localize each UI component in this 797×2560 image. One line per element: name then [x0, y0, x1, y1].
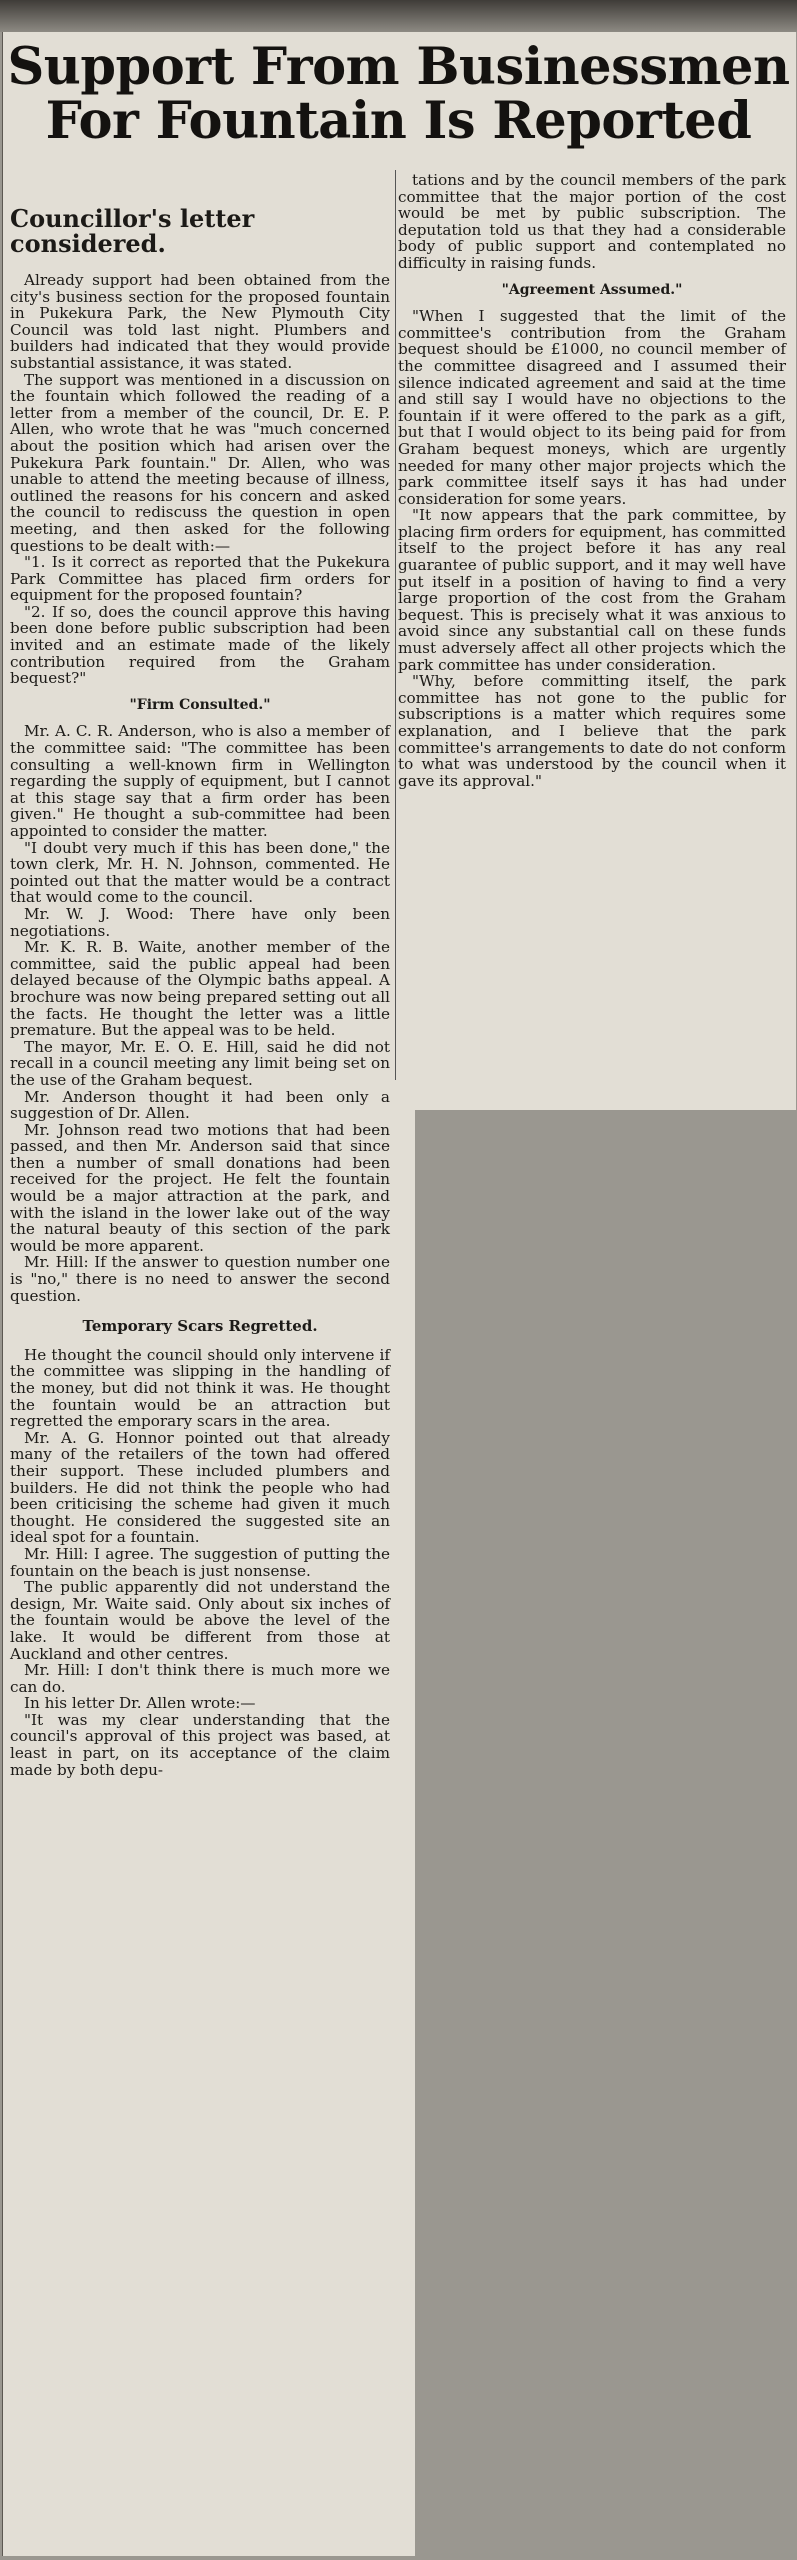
article-headline: Support From Businessmen For Fountain Is Reported — [7, 37, 790, 151]
paragraph: In his letter Dr. Allen wrote:— — [24, 1694, 256, 1713]
paragraph: He thought the council should only intervene if the committee was slipping in the handling of the money, but did not think it was. He thought the fountain would be an attraction but regretted the emporary scars in the area. — [10, 1345, 390, 1431]
paragraph: "I doubt very much if this has been done," the town clerk, Mr. H. N. Johnson, commented. He pointed out that the matter would be a contract that would come to the council. — [10, 838, 390, 907]
left-paragraphs-block-2 — [10, 723, 390, 1304]
paragraph: "It now appears that the park committee, by placing firm orders for equipment, has committed itself to the project before it has any real guarantee of public support, and it may well have put itself in a position of having to find a very large proportion of the cost from the Graham bequest. This is precisely what it was anxious to avoid since any substantial call on these funds must adversely affect all other projects which the park committee has under consideration. — [398, 506, 786, 674]
paragraph: Mr. Hill: I agree. The suggestion of putting the fountain on the beach is just nonsense. — [10, 1544, 390, 1580]
column-rule — [395, 170, 396, 1080]
paragraph: Mr. W. J. Wood: There have only been negotiations. — [10, 904, 390, 940]
article-subheadline: Councillor's letter considered. — [10, 204, 255, 258]
paragraph: Mr. Hill: I don't think there is much more we can do. — [10, 1661, 390, 1696]
paragraph: "Why, before committing itself, the park committee has not gone to the public for subscriptions is a matter which requires some explanation, and I believe that the park committee's arrangements to date do not conform to what was understood by the council when it gave its approval." — [398, 672, 786, 790]
paragraph: "2. If so, does the council approve this having been done before public subscription had been invited and an estimate made of the likely contribution required from the Graham bequest?" — [10, 602, 390, 688]
paragraph: Already support had been obtained from the city's business section for the proposed fountain in Pukekura Park, the New Plymouth City Council was told last night. Plumbers and builders had indicated that they would provide substantial assistance, it was stated. — [10, 271, 390, 372]
paragraph: The public apparently did not understand the design, Mr. Waite said. Only about six inches of the fountain would be above the level of the lake. It would be different from those at Auckland and other centres. — [10, 1578, 390, 1663]
paragraph: The support was mentioned in a discussion on the fountain which followed the reading of a letter from a member of the council, Dr. E. P. Allen, who wrote that he was "much concerned about the position which had arisen over the Pukekura Park fountain." Dr. Allen, who was unable to attend the meeting because of illness, outlined the reasons for his concern and asked the council to rediscuss the question in open meeting, and then asked for the following questions to be dealt with:— — [10, 370, 390, 555]
crosshead-temporary-scars: Temporary Scars Regretted. — [82, 1317, 318, 1336]
paragraph: The mayor, Mr. E. O. E. Hill, said he did not recall in a council meeting any limit being set on the use of the Graham bequest. — [10, 1037, 390, 1089]
paragraph: Mr. Anderson thought it had been only a suggestion of Dr. Allen. — [10, 1087, 390, 1123]
crosshead-agreement-assumed: "Agreement Assumed." — [501, 281, 683, 298]
crosshead-firm-consulted: "Firm Consulted." — [129, 696, 271, 713]
left-paragraphs-block — [10, 272, 390, 687]
right-paragraphs-block-2 — [398, 308, 786, 789]
paragraph: Mr. A. C. R. Anderson, who is also a member of the committee said: "The committee has been consulting a well-known firm in Wellington regarding the supply of equipment, but I cannot at this stage say that a firm order has been given." He thought a sub-committee had been appointed to consider the matter. — [10, 722, 390, 840]
paragraph: tations and by the council members of the park committee that the major portion of the cost would be met by public subscription. The deputation told us that they had a considerable body of public support and contemplated no difficulty in raising funds. — [398, 171, 786, 272]
paragraph: Mr. Hill: If the answer to question number one is "no," there is no need to answer the second question. — [10, 1253, 390, 1305]
paragraph: Mr. A. G. Honnor pointed out that already many of the retailers of the town had offered their support. These included plumbers and builders. He did not think the people who had been criticising the scheme had given it much thought. He considered the suggested site an ideal spot for a fountain. — [10, 1428, 390, 1547]
paragraph: "1. Is it correct as reported that the Pukekura Park Committee has placed firm orders for equipment for the proposed fountain? — [10, 553, 390, 605]
left-column — [10, 206, 390, 1778]
paragraph: "It was my clear understanding that the council's approval of this project was based, at least in part, on its acceptance of the claim made by both depu- — [10, 1710, 390, 1779]
scan-dark-edge — [0, 0, 797, 32]
right-column — [398, 172, 786, 789]
paragraph: Mr. K. R. B. Waite, another member of the committee, said the public appeal had been delayed because of the Olympic baths appeal. A brochure was now being prepared setting out all the facts. He thought the letter was a little premature. But the appeal was to be held. — [10, 938, 390, 1040]
paragraph: Mr. Johnson read two motions that had been passed, and then Mr. Anderson said that since then a number of small donations had been received for the project. He felt the fountain would be a major attraction at the park, and with the island in the lower lake out of the way the natural beauty of this section of the park would be more apparent. — [10, 1120, 390, 1255]
right-paragraphs-block — [398, 172, 786, 272]
paragraph: "When I suggested that the limit of the committee's contribution from the Graham bequest should be £1000, no council member of the committee disagreed and I assumed their silence indicated agreement and said at the time and still say I would have no objections to the fountain if it were offered to the park as a gift, but that I would object to its being paid for from Graham bequest moneys, which are urgently needed for many other major projects which the park committee itself says it has had under consideration for some years. — [398, 307, 786, 508]
left-paragraphs-block-3 — [10, 1347, 390, 1778]
